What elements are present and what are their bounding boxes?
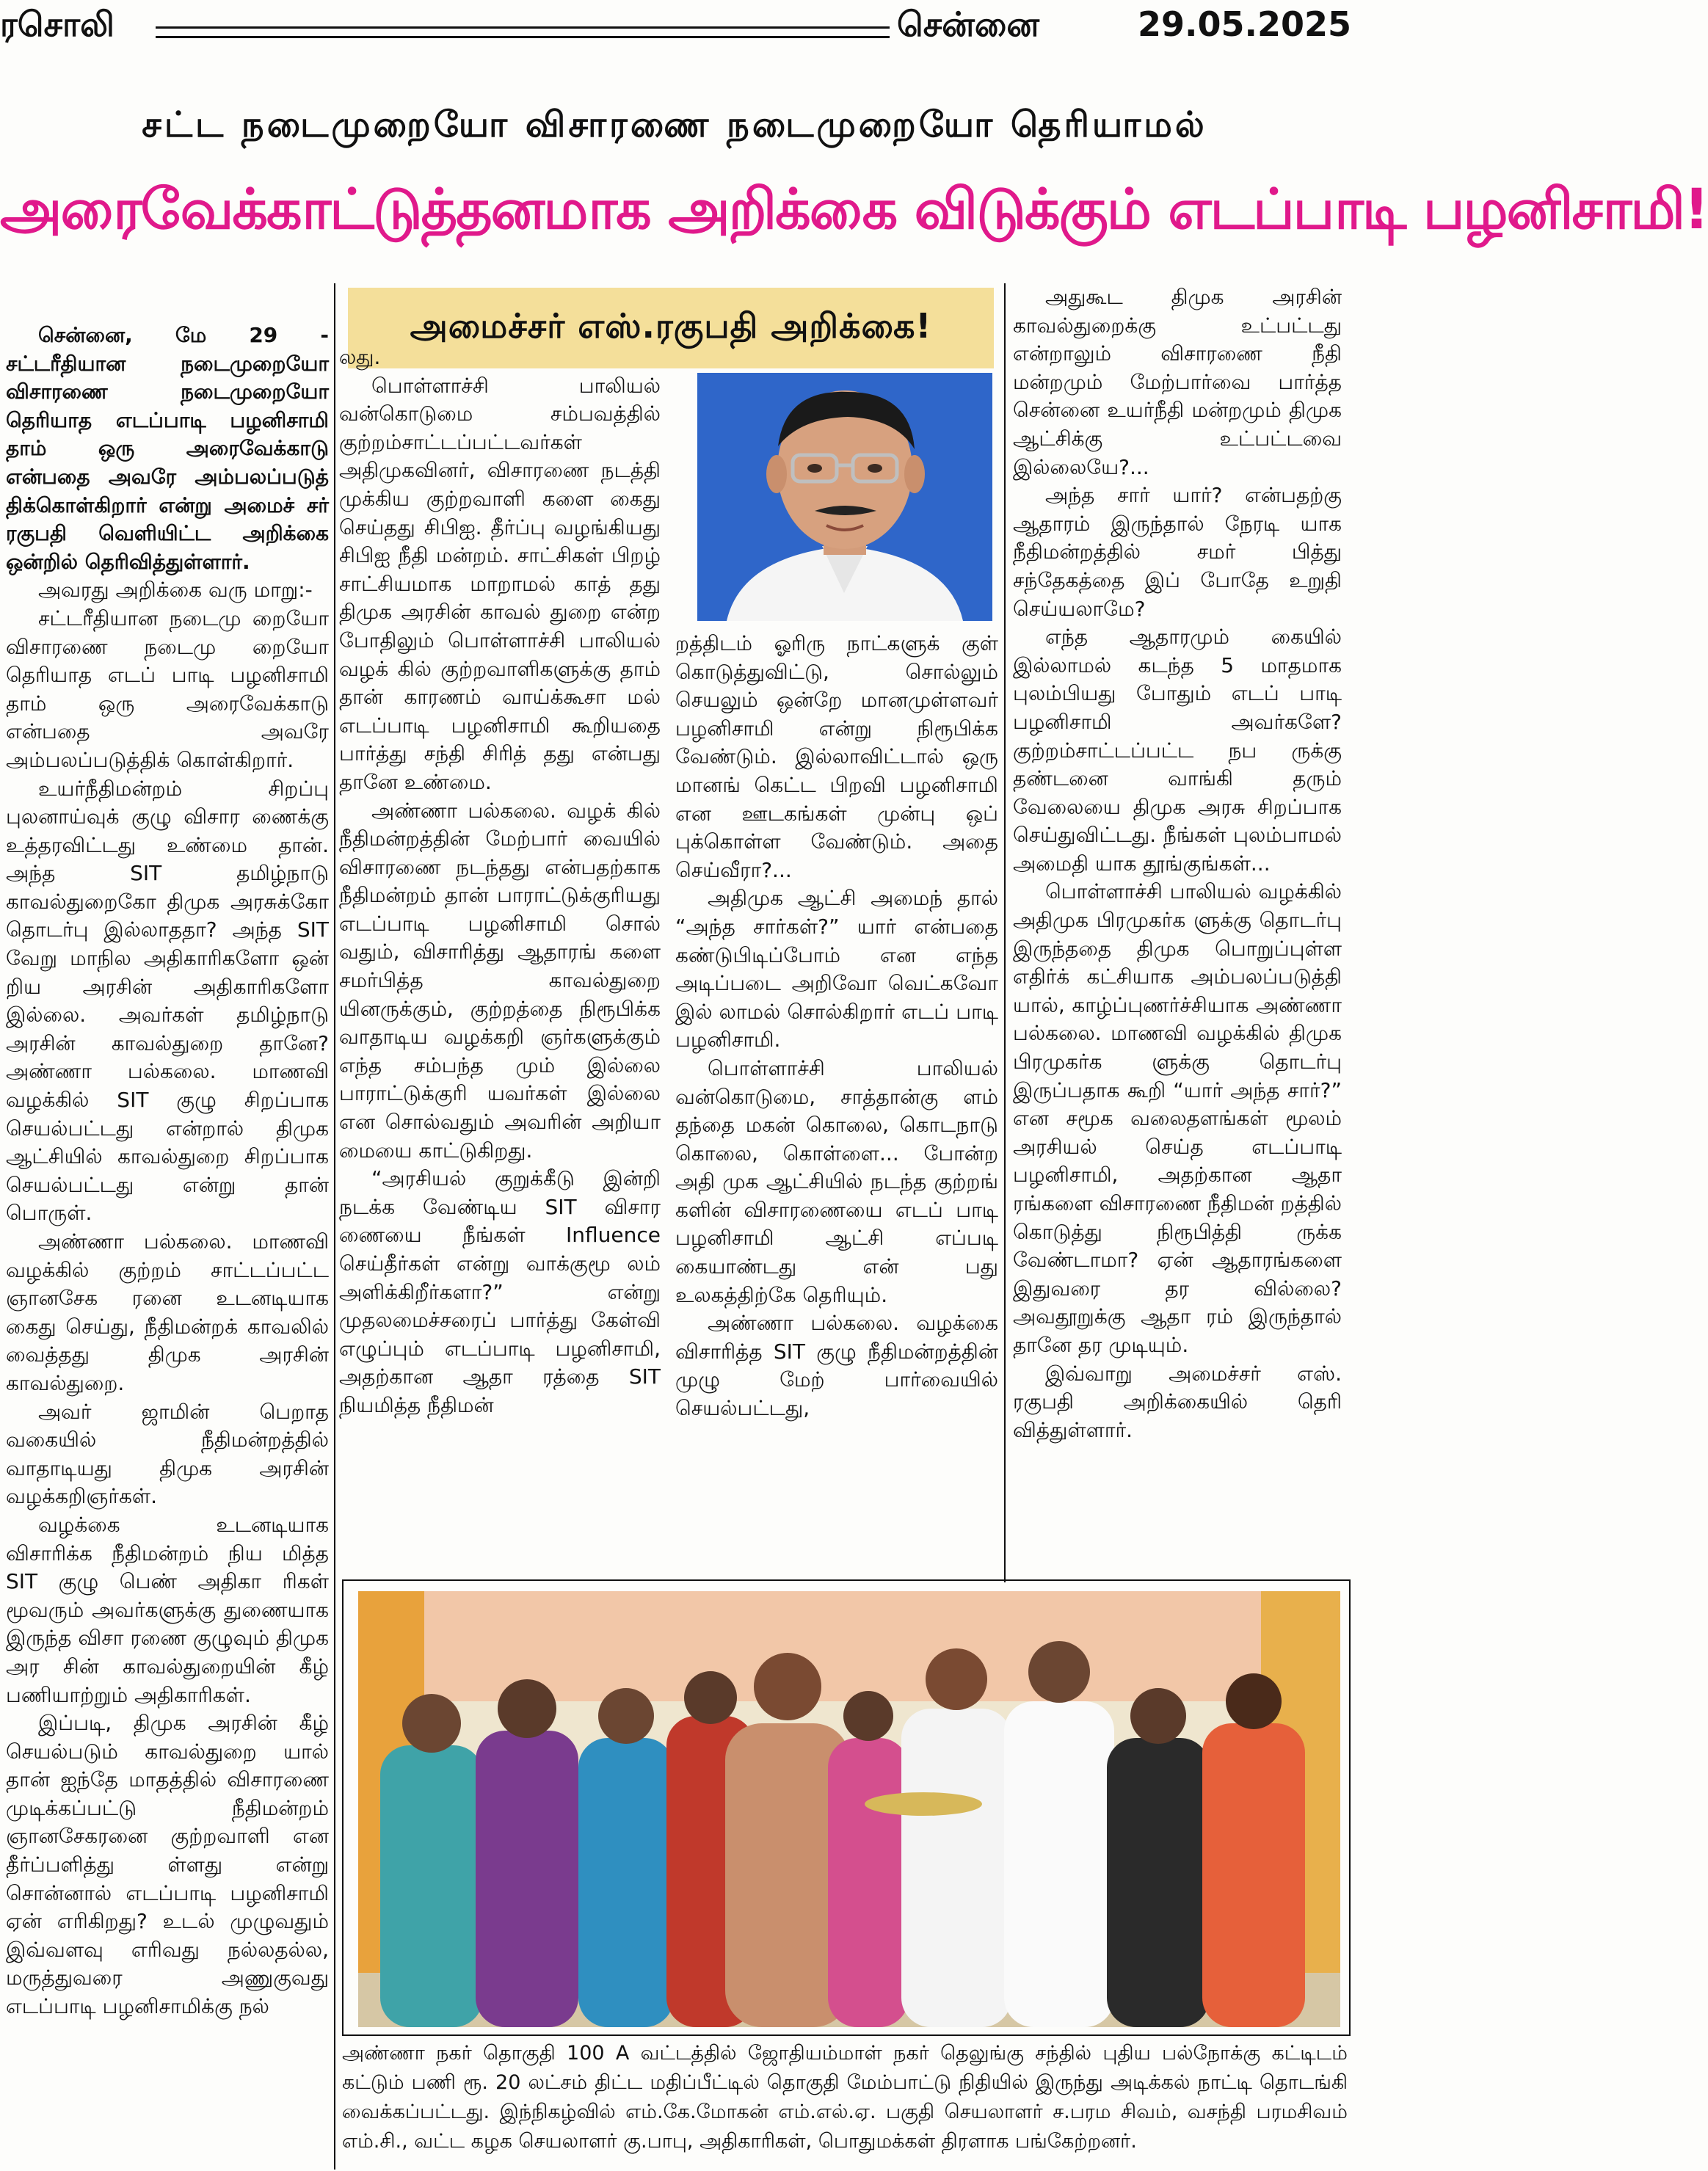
paragraph: பொள்ளாச்சி பாலியல் வன்கொடுமை சம்பவத்தில் குற்றம்சாட்டப்பட்டவர்கள் அதிமுகவினர், விசாரணை நடத்தி முக்கிய குற்றவாளி களை கைது செய்தது சிபிஐ. தீர்ப்பு வழங்கியது சிபிஐ நீதி மன்றம். சாட்சிகள் பிறழ் சாட்சியமாக மாறாமல் காத் தது திமுக அரசின் காவல் துறை என்ற போதிலும் பொள்ளாச்சி பாலியல் வழக் கில் குற்றவாளிகளுக்கு தாம் தான் காரணம் வாய்க்கூசா மல் எடப்பாடி பழனிசாமி கூறியதை பார்த்து சந்தி சிரித் தது என்பது தானே உண்மை.	[339, 373, 661, 794]
portrait-illustration	[697, 373, 992, 621]
paragraph: அண்ணா பல்கலை. வழக்கை விசாரித்த SIT குழு நீதிமன்றத்தின் முழு மேற் பார்வையில் செயல்பட்டது,	[675, 1311, 998, 1421]
paragraph: இவ்வாறு அமைச்சர் எஸ். ரகுபதி அறிக்கையில் தெரி வித்துள்ளார்.	[1013, 1361, 1342, 1442]
masthead-city: சென்னை	[897, 4, 1040, 44]
paragraph: உயர்நீதிமன்றம் சிறப்பு புலனாய்வுக் குழு விசார ணைக்கு உத்தரவிட்டது உண்மை தான். அந்த SIT தமிழ்நாடு காவல்துறைகோ திமுக அரசுக்கோ தொடர்பு இல்லாததா? அந்த SIT வேறு மாநில அதிகாரிகளோ ஒன் றிய அரசின் அதிகாரிகளோ இல்லை. அவர்கள் தமிழ்நாடு அரசின் காவல்துறை தானே? அண்ணா பல்கலை. மாணவி வழக்கில் SIT குழு சிறப்பாக செயல்பட்டது என்றால் திமுக ஆட்சியில் காவல்துறை சிறப்பாக செயல்பட்டது என்று தான் பொருள்.	[6, 776, 329, 1226]
paragraph: இப்படி, திமுக அரசின் கீழ் செயல்படும் காவல்துறை யால் தான் ஐந்தே மாதத்தில் விசாரணை முடிக்கப்பட்டு நீதிமன்றம் ஞானசேகரனை குற்றவாளி என தீர்ப்பளித்து ள்ளது என்று சொன்னால் எடப்பாடி பழனிசாமி ஏன் எரிகிறது? உடல் முழுவதும் இவ்வளவு எரிவது நல்லதல்ல, மருத்துவரை அணுகுவது எடப்பாடி பழனிசாமிக்கு நல்	[6, 1711, 329, 2019]
paragraph: “அரசியல் குறுக்கீடு இன்றி நடக்க வேண்டிய SIT விசார ணையை நீங்கள் Influence செய்தீர்கள் என்று வாக்குமூ லம் அளிக்கிறீர்களா?” என்று முதலமைச்சரைப் பார்த்து கேள்வி எழுப்பும் எடப்பாடி பழனிசாமி, அதற்கான ஆதா ரத்தை SIT நியமித்த நீதிமன்	[339, 1166, 661, 1417]
paragraph: பொள்ளாச்சி பாலியல் வழக்கில் அதிமுக பிரமுகர்க ளுக்கு தொடர்பு இருந்ததை திமுக பொறுப்புள்ள எதிர்க் கட்சியாக அம்பலப்படுத்தி யால், காழ்ப்புணர்ச்சியாக அண்ணா பல்கலை. மாணவி வழக்கில் திமுக பிரமுகர்க ளுக்கு தொடர்பு இருப்பதாக கூறி “யார் அந்த சார்?” என சமூக வலைதளங்கள் மூலம் அரசியல் செய்த எடப்பாடி பழனிசாமி, அதற்கான ஆதா ரங்களை விசாரணை நீதிமன் றத்தில் கொடுத்து நிரூபித்தி ருக்க வேண்டாமா? ஏன் ஆதாரங்களை இதுவரை தர வில்லை? அவதூறுக்கு ஆதா ரம் இருந்தால் தானே தர முடியும்.	[1013, 879, 1342, 1357]
article-column-3	[675, 630, 998, 1584]
paper-name: ரசொலி	[0, 4, 115, 44]
paragraph: அந்த சார் யார்? என்பதற்கு ஆதாரம் இருந்தால் நேரடி யாக நீதிமன்றத்தில் சமர் பித்து சந்தேகத்தை இப் போதே உறுதி செய்யலாமே?	[1013, 483, 1342, 621]
paragraph: அதிமுக ஆட்சி அமைந் தால் “அந்த சார்கள்?” யார் என்பதை கண்டுபிடிப்போம் என எந்த அடிப்படை அறிவோ வெட்கவோ இல் லாமல் சொல்கிறார் எடப் பாடி பழனிசாமி.	[675, 886, 998, 1052]
masthead-date: 29.05.2025	[1138, 4, 1352, 44]
paragraph: வழக்கை உடனடியாக விசாரிக்க நீதிமன்றம் நிய மித்த SIT குழு பெண் அதிகா ரிகள் மூவரும் அவர்களுக்கு துணையாக இருந்த விசா ரணை குழுவும் திமுக அர சின் காவல்துறையின் கீழ் பணியாற்றும் அதிகாரிகள்.	[6, 1512, 329, 1707]
paragraph: றத்திடம் ஓரிரு நாட்களுக் குள் கொடுத்துவிட்டு, சொல்லும் செயலும் ஒன்றே மானமுள்ளவர் பழனிசாமி என்று நிரூபிக்க வேண்டும். இல்லாவிட்டால் ஒரு மானங் கெட்ட பிறவி பழனிசாமி என ஊடகங்கள் முன்பு ஒப் புக்கொள்ள வேண்டும். அதை செய்வீரா?...	[675, 631, 998, 882]
article-kicker: சட்ட நடைமுறையோ விசாரணை நடைமுறையோ தெரியாமல்	[142, 104, 1207, 145]
article-column-4	[1013, 283, 1342, 1584]
photo-caption	[342, 2039, 1348, 2156]
paragraph: பொள்ளாச்சி பாலியல் வன்கொடுமை, சாத்தான்கு ளம் தந்தை மகன் கொலை, கொடநாடு கொலை, கொள்ளை... போன்ற அதி முக ஆட்சியில் நடந்த குற்றங் களின் விசாரணையை எடப் பாடி பழனிசாமி ஆட்சி எப்படி கையாண்டது என் பது உலகத்திற்கே தெரியும்.	[675, 1055, 998, 1307]
paragraph: லது.	[339, 345, 381, 369]
paragraph: அதுகூட திமுக அரசின் காவல்துறைக்கு உட்பட்டது என்றாலும் விசாரணை நீதி மன்றமும் மேற்பார்வை பார்த்த சென்னை உயர்நீதி மன்றமும் திமுக ஆட்சிக்கு உட்பட்டவை இல்லையே?...	[1013, 285, 1342, 479]
subhead-banner: அமைச்சர் எஸ்.ரகுபதி அறிக்கை!	[348, 288, 994, 368]
article-column-1	[6, 321, 329, 2171]
paragraph: அவர் ஜாமின் பெறாத வகையில் நீதிமன்றத்தில் வாதாடியது திமுக அரசின் வழக்கறிஞர்கள்.	[6, 1399, 329, 1509]
masthead-rule	[156, 26, 890, 38]
article-lead: சென்னை, மே 29 - சட்டரீதியான நடைமுறையோ விசாரணை நடைமுறையோ தெரியாத எடப்பாடி பழனிசாமி தாம் ஒரு அரைவேக்காடு என்பதை அவரே அம்பலப்படுத் திக்கொள்கிறார் என்று அமைச் சர் ரகுபதி வெளியிட்ட அறிக்கை ஒன்றில் தெரிவித்துள்ளார்.	[6, 323, 329, 574]
article-column-2	[339, 343, 661, 1584]
caption-text: அண்ணா நகர் தொகுதி 100 A வட்டத்தில் ஜோதியம்மாள் நகர் தெலுங்கு சந்தில் புதிய பல்நோக்கு கட்டிடம் கட்டும் பணி ரூ. 20 லட்சம் திட்ட மதிப்பீட்டில் தொகுதி மேம்பாட்டு நிதியில் இருந்து அடிக்கல் நாட்டி தொடங்கி வைக்கப்பட்டது. இந்நிகழ்வில் எம்.கே.மோகன் எம்.எல்.ஏ. பகுதி செயலாளர் ச.பரம சிவம், வசந்தி பரமசிவம் எம்.சி., வட்ட கழக செயலாளர் கு.பாபு, அதிகாரிகள், பொதுமக்கள் திரளாக பங்கேற்றனர்.	[342, 2042, 1348, 2153]
paragraph: அவரது அறிக்கை வரு மாறு:-	[38, 578, 313, 603]
masthead	[0, 0, 1352, 59]
paragraph: அண்ணா பல்கலை. வழக் கில் நீதிமன்றத்தின் மேற்பார் வையில் விசாரணை நடந்தது என்பதற்காக நீதிமன்றம் தான் பாராட்டுக்குரியது எடப்பாடி பழனிசாமி சொல் வதும், விசாரித்து ஆதாரங் களை சமர்பித்த காவல்துறை யினருக்கும், குற்றத்தை நிரூபிக்க வாதாடிய வழக்கறி ஞர்களுக்கும் எந்த சம்பந்த மும் இல்லை பாராட்டுக்குரி யவர்கள் இல்லை என சொல்வதும் அவரின் அறியா மையை காட்டுகிறது.	[339, 798, 661, 1163]
minister-portrait	[697, 373, 992, 621]
event-photo	[358, 1591, 1340, 2027]
column-divider	[334, 283, 335, 2170]
paragraph: அண்ணா பல்கலை. மாணவி வழக்கில் குற்றம் சாட்டப்பட்ட ஞானசேக ரனை உடனடியாக கைது செய்து, நீதிமன்றக் காவலில் வைத்தது திமுக அரசின் காவல்துறை.	[6, 1229, 329, 1395]
paragraph: சட்டரீதியான நடைமு றையோ விசாரணை நடைமு றையோ தெரியாத எடப் பாடி பழனிசாமி தாம் ஒரு அரைவேக்காடு என்பதை அவரே அம்பலப்படுத்திக் கொள்கிறார்.	[6, 606, 329, 772]
event-photo-illustration	[358, 1591, 1340, 2027]
paragraph: எந்த ஆதாரமும் கையில் இல்லாமல் கடந்த 5 மாதமாக புலம்பியது போதும் எடப் பாடி பழனிசாமி அவர்களே? குற்றம்சாட்டப்பட்ட நப ருக்கு தண்டனை வாங்கி தரும் வேலையை திமுக அரசு சிறப்பாக செய்துவிட்டது. நீங்கள் புலம்பாமல் அமைதி யாக தூங்குங்கள்...	[1013, 625, 1342, 876]
article-headline: அரைவேக்காட்டுத்தனமாக அறிக்கை விடுக்கும் எடப்பாடி பழனிசாமி!	[0, 176, 1708, 241]
column-divider	[1004, 283, 1006, 1582]
